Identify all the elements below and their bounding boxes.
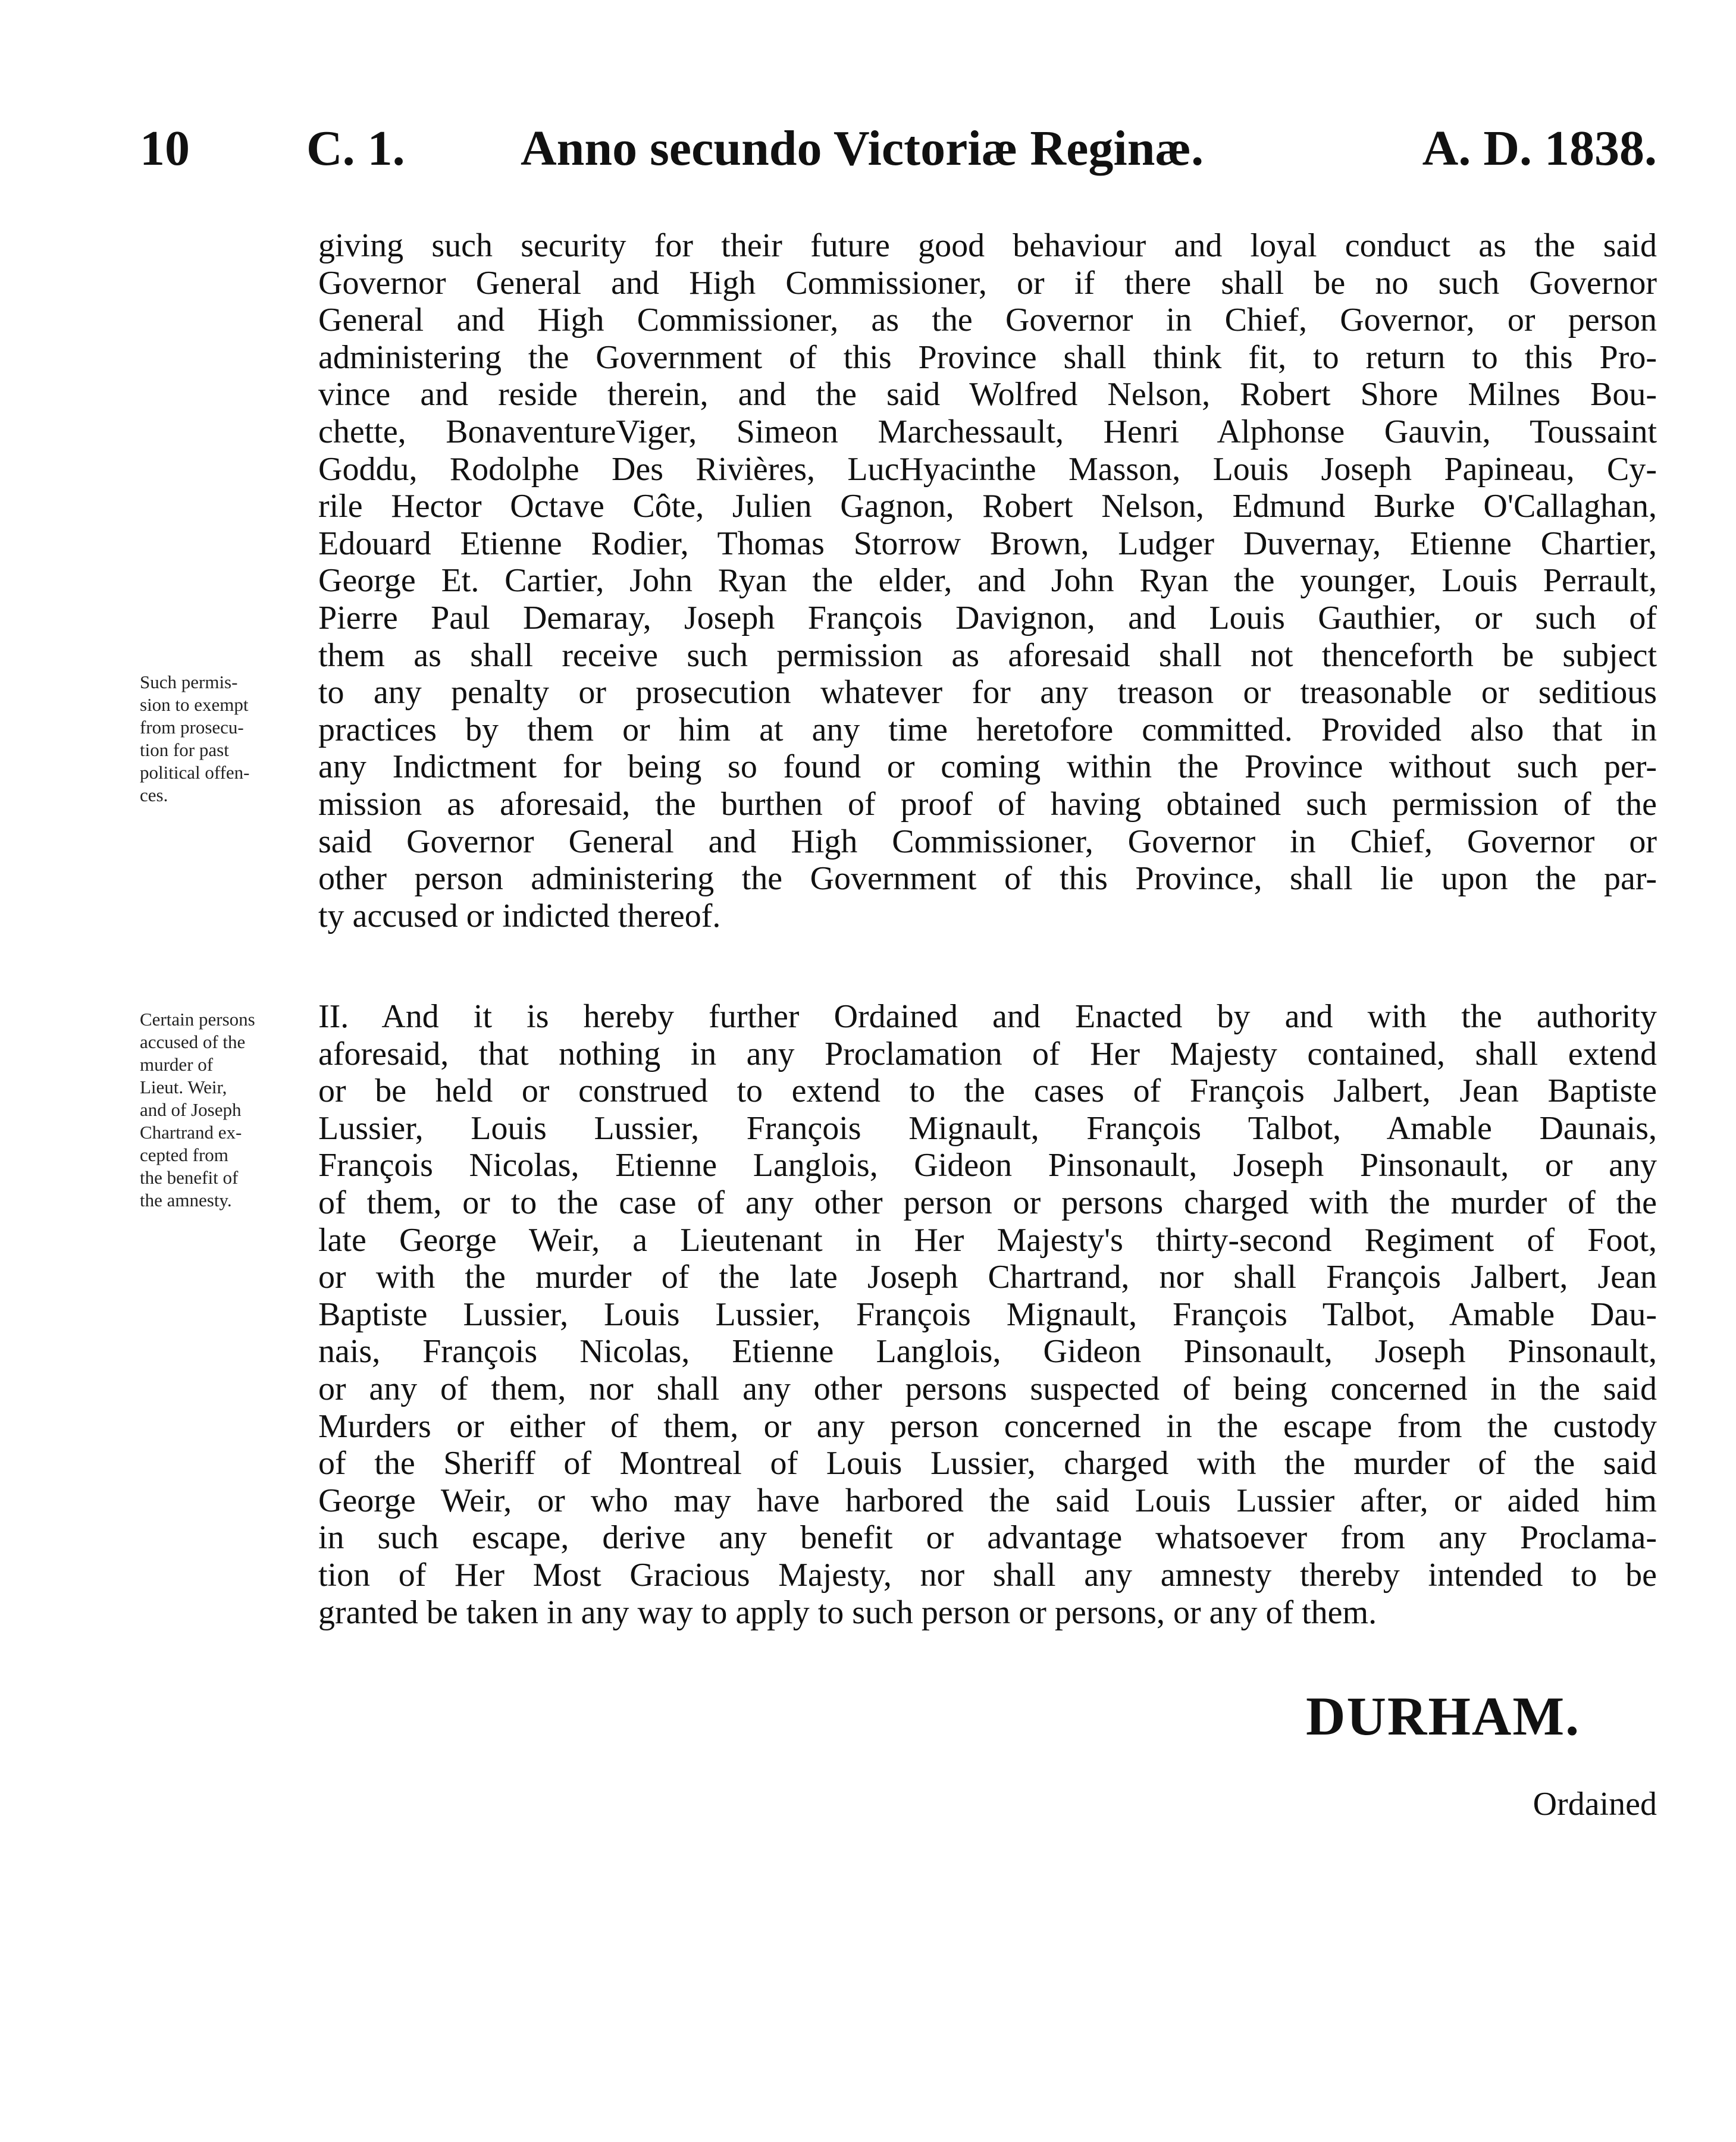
text-line: late George Weir, a Lieutenant in Her Majesty's thirty-second Regiment of Foot, bbox=[318, 1221, 1657, 1259]
text-line: George Weir, or who may have harbored the said Louis Lussier after, or aided him bbox=[318, 1482, 1657, 1519]
running-title: Anno secundo Victoriæ Reginæ. bbox=[521, 121, 1204, 176]
text-line: or be held or construed to extend to the cases of François Jalbert, Jean Baptiste bbox=[318, 1072, 1657, 1110]
paragraph-2 bbox=[318, 998, 1657, 1631]
margin-note-line: the benefit of bbox=[140, 1167, 239, 1188]
text-line: Lussier, Louis Lussier, François Mignault, François Talbot, Amable Daunais, bbox=[318, 1109, 1657, 1147]
margin-note-permission bbox=[140, 671, 312, 807]
margin-note-line: Chartrand ex- bbox=[140, 1122, 242, 1143]
text-line: administering the Government of this Province shall think fit, to return to this Pro- bbox=[318, 338, 1657, 376]
text-line: Baptiste Lussier, Louis Lussier, François Mignault, François Talbot, Amable Dau- bbox=[318, 1296, 1657, 1333]
text-line: other person administering the Government of this Province, shall lie upon the par- bbox=[318, 860, 1657, 898]
chapter-number: C. 1. bbox=[306, 121, 405, 176]
margin-note-line: political offen- bbox=[140, 762, 250, 783]
text-line: vince and reside therein, and the said Wolfred Nelson, Robert Shore Milnes Bou- bbox=[318, 376, 1657, 413]
margin-note-line: the amnesty. bbox=[140, 1190, 232, 1210]
signature-durham: DURHAM. bbox=[1306, 1686, 1581, 1746]
text-line: or with the murder of the late Joseph Chartrand, nor shall François Jalbert, Jean bbox=[318, 1259, 1657, 1296]
text-line: George Et. Cartier, John Ryan the elder, and John Ryan the younger, Louis Perrault, bbox=[318, 562, 1657, 600]
text-line: ty accused or indicted thereof. bbox=[318, 897, 721, 934]
text-line: mission as aforesaid, the burthen of proof of having obtained such permission of the bbox=[318, 785, 1657, 823]
margin-note-amnesty-exception bbox=[140, 1008, 312, 1212]
text-line: Goddu, Rodolphe Des Rivières, LucHyacinthe Masson, Louis Joseph Papineau, Cy- bbox=[318, 450, 1657, 488]
text-line: to any penalty or prosecution whatever for any treason or treasonable or seditious bbox=[318, 674, 1657, 711]
text-line: any Indictment for being so found or coming within the Province without such per- bbox=[318, 748, 1657, 786]
catchword: Ordained bbox=[1533, 1786, 1657, 1823]
header-date: A. D. 1838. bbox=[1422, 121, 1657, 176]
margin-note-line: from prosecu- bbox=[140, 717, 244, 738]
text-line: rile Hector Octave Côte, Julien Gagnon, Robert Nelson, Edmund Burke O'Callaghan, bbox=[318, 488, 1657, 525]
margin-note-line: Certain persons bbox=[140, 1009, 255, 1030]
text-line: of the Sheriff of Montreal of Louis Lussier, charged with the murder of the said bbox=[318, 1445, 1657, 1482]
margin-note-line: ces. bbox=[140, 785, 168, 805]
text-line: practices by them or him at any time heretofore committed. Provided also that in bbox=[318, 711, 1657, 748]
margin-note-line: sion to exempt bbox=[140, 694, 249, 715]
text-line: granted be taken in any way to apply to such person or persons, or any of them. bbox=[318, 1594, 1377, 1631]
text-line: giving such security for their future good behaviour and loyal conduct as the said bbox=[318, 227, 1657, 264]
text-line: François Nicolas, Etienne Langlois, Gideon Pinsonault, Joseph Pinsonault, or any bbox=[318, 1147, 1657, 1184]
text-line: Pierre Paul Demaray, Joseph François Davignon, and Louis Gauthier, or such of bbox=[318, 599, 1657, 636]
margin-note-line: cepted from bbox=[140, 1144, 228, 1165]
text-line: Governor General and High Commissioner, or if there shall be no such Governor bbox=[318, 264, 1657, 302]
text-line: General and High Commissioner, as the Governor in Chief, Governor, or person bbox=[318, 302, 1657, 339]
text-line: chette, BonaventureViger, Simeon Marchessault, Henri Alphonse Gauvin, Toussaint bbox=[318, 413, 1657, 450]
paragraph-1 bbox=[318, 227, 1657, 934]
margin-note-line: accused of the bbox=[140, 1031, 246, 1052]
margin-note-line: Such permis- bbox=[140, 672, 238, 692]
text-line: them as shall receive such permission as aforesaid shall not thenceforth be subject bbox=[318, 636, 1657, 674]
text-line: II. And it is hereby further Ordained and Enacted by and with the authority bbox=[318, 998, 1657, 1035]
text-line: said Governor General and High Commissioner, Governor in Chief, Governor or bbox=[318, 823, 1657, 860]
text-line: in such escape, derive any benefit or advantage whatsoever from any Proclama- bbox=[318, 1519, 1657, 1557]
running-header bbox=[140, 113, 1657, 184]
text-line: or any of them, nor shall any other persons suspected of being concerned in the said bbox=[318, 1370, 1657, 1407]
margin-note-line: Lieut. Weir, bbox=[140, 1077, 227, 1097]
text-line: aforesaid, that nothing in any Proclamation of Her Majesty contained, shall extend bbox=[318, 1035, 1657, 1072]
margin-note-line: and of Joseph bbox=[140, 1099, 242, 1120]
text-line: tion of Her Most Gracious Majesty, nor shall any amnesty thereby intended to be bbox=[318, 1556, 1657, 1594]
text-line: of them, or to the case of any other person or persons charged with the murder of the bbox=[318, 1184, 1657, 1221]
text-line: Edouard Etienne Rodier, Thomas Storrow Brown, Ludger Duvernay, Etienne Chartier, bbox=[318, 525, 1657, 562]
margin-note-line: murder of bbox=[140, 1054, 214, 1075]
text-line: nais, François Nicolas, Etienne Langlois, Gideon Pinsonault, Joseph Pinsonault, bbox=[318, 1333, 1657, 1370]
page-number: 10 bbox=[140, 121, 190, 176]
margin-note-line: tion for past bbox=[140, 739, 229, 760]
text-line: Murders or either of them, or any person concerned in the escape from the custody bbox=[318, 1407, 1657, 1445]
